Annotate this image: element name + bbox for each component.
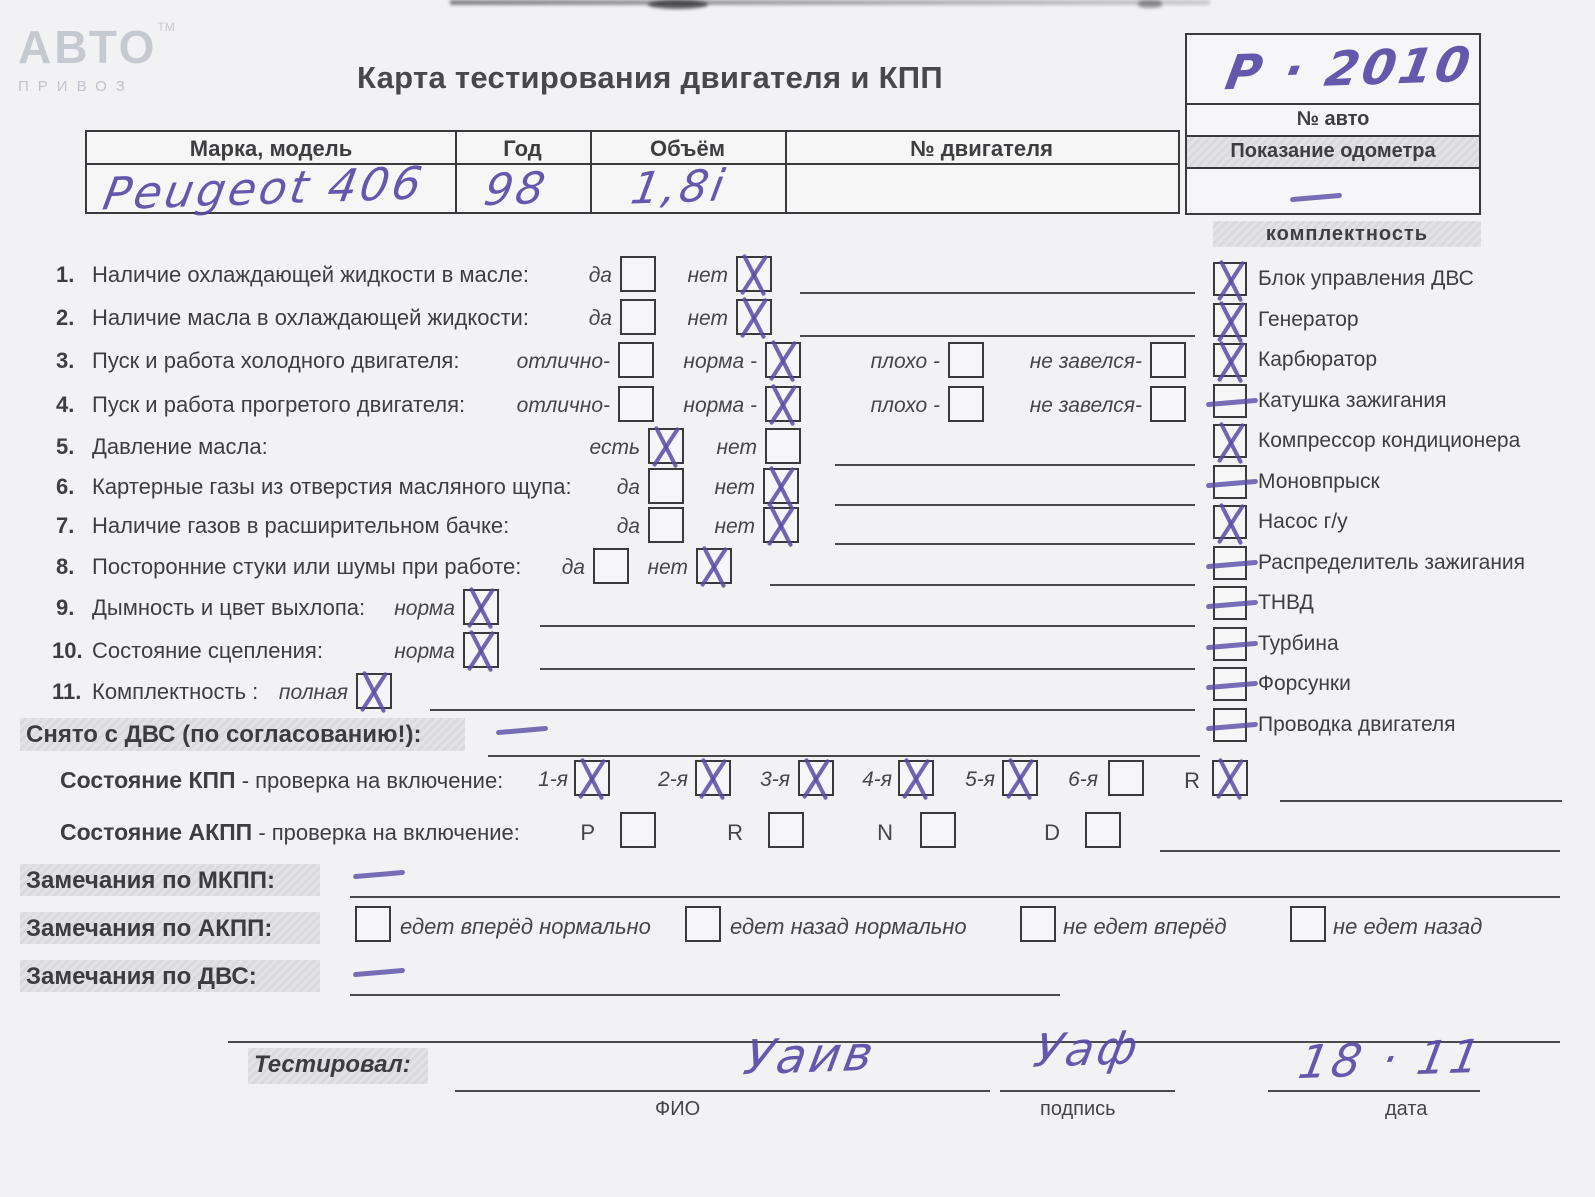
- volume-value: 1,8i: [627, 160, 732, 215]
- checkbox-equipment[interactable]: [1213, 384, 1247, 418]
- remarks-mkpp-label: Замечания по МКПП:: [26, 867, 276, 894]
- item-number: 10.: [52, 638, 83, 663]
- kpp-row: [0, 760, 1595, 804]
- option-label: нет: [714, 515, 755, 538]
- gear-label: R: [1184, 768, 1200, 793]
- gear-label: 6-я: [1068, 768, 1098, 791]
- item-number: 5.: [56, 434, 75, 459]
- option-label: нет: [687, 264, 728, 287]
- option-label: нет: [714, 476, 755, 499]
- logo-brand-text: АВТО: [18, 21, 158, 73]
- checkbox-no-forward[interactable]: [1020, 906, 1056, 942]
- fio-label: ФИО: [655, 1098, 701, 1120]
- scan-artifact: [1138, 0, 1162, 8]
- tested-by-bar: [248, 1048, 428, 1084]
- option-label: да: [616, 515, 640, 538]
- equipment-label: Форсунки: [1258, 672, 1351, 695]
- akpp-label: [60, 819, 520, 846]
- checkbox-gear-5[interactable]: [1002, 760, 1038, 796]
- odometer-header-label: Показание одометра: [1230, 140, 1436, 162]
- equipment-item: [0, 667, 1595, 703]
- remarks-dvs-bar: [20, 960, 320, 992]
- checkbox-equipment[interactable]: [1213, 262, 1247, 296]
- date-value: 18 · 11: [1294, 1028, 1488, 1090]
- akpp-pos-label: D: [1044, 820, 1060, 845]
- fio-line[interactable]: [455, 1090, 990, 1092]
- equipment-item: [0, 465, 1595, 501]
- item-label: Наличие газов в расширительном бачке:: [92, 513, 510, 538]
- scan-artifact: [648, 0, 708, 9]
- equipment-item: [0, 384, 1595, 420]
- equipment-item: [0, 627, 1595, 663]
- item-label: Состояние сцепления:: [92, 638, 323, 663]
- checkbox-no-backward[interactable]: [1290, 906, 1326, 942]
- col-header-volume: Объём: [650, 136, 725, 161]
- equipment-label: Моновпрыск: [1258, 470, 1380, 493]
- writein-line[interactable]: [488, 755, 1200, 757]
- checkbox-equipment[interactable]: [1213, 546, 1247, 580]
- odometer-header: [1187, 137, 1479, 167]
- equipment-label: Карбюратор: [1258, 348, 1378, 371]
- col-header-engine-no: № двигателя: [910, 136, 1053, 161]
- option-label: нет: [647, 556, 688, 579]
- checkbox-akpp-r[interactable]: [768, 812, 804, 848]
- logo-tm-mark: TM: [157, 20, 175, 34]
- remarks-dvs-label: Замечания по ДВС:: [26, 963, 257, 990]
- kpp-label-bold: Состояние КПП: [60, 767, 236, 793]
- option-label: норма -: [683, 350, 757, 373]
- year-value: 98: [480, 162, 552, 217]
- logo: [18, 20, 175, 95]
- checkbox-equipment[interactable]: [1213, 303, 1247, 337]
- checkbox-gear-1[interactable]: [574, 760, 610, 796]
- akpp-pos-label: N: [877, 820, 893, 845]
- writein-line[interactable]: [835, 543, 1195, 545]
- col-header-make-model: Марка, модель: [189, 136, 353, 161]
- checkbox-gear-4[interactable]: [898, 760, 934, 796]
- kpp-label-rest: - проверка на включение:: [235, 768, 504, 793]
- item-number: 11.: [52, 679, 82, 704]
- checkbox-equipment[interactable]: [1213, 505, 1247, 539]
- akpp-option-label: не едет вперёд: [1063, 914, 1227, 939]
- writein-line[interactable]: [1280, 800, 1562, 802]
- checkbox-akpp-d[interactable]: [1085, 812, 1121, 848]
- option-label: норма: [394, 640, 455, 663]
- checkbox-drives-backward[interactable]: [685, 906, 721, 942]
- date-label: дата: [1385, 1098, 1428, 1120]
- page-title: Карта тестирования двигателя и КПП: [357, 60, 943, 95]
- vehicle-table: [85, 130, 1180, 221]
- remarks-mkpp-bar: [20, 864, 320, 896]
- item-label: Дымность и цвет выхлопа:: [92, 595, 366, 620]
- akpp-pos-label: R: [727, 820, 743, 845]
- item-label: Посторонние стуки или шумы при работе:: [92, 554, 522, 579]
- mkpp-value-mark: [362, 858, 414, 894]
- equipment-label: Насос г/у: [1258, 510, 1348, 533]
- gear-label: 3-я: [760, 768, 790, 791]
- equipment-item: [0, 303, 1595, 339]
- gear-label: 4-я: [862, 768, 892, 791]
- akpp-option-label: едет вперёд нормально: [400, 914, 651, 939]
- equipment-header-label: комплектность: [1265, 223, 1429, 245]
- checkbox-akpp-n[interactable]: [920, 812, 956, 848]
- akpp-option-label: едет назад нормально: [730, 914, 967, 939]
- date-line[interactable]: [1268, 1090, 1480, 1092]
- akpp-option-label: не едет назад: [1333, 914, 1483, 939]
- checkbox-gear-3[interactable]: [798, 760, 834, 796]
- checkbox-equipment[interactable]: [1213, 667, 1247, 701]
- equipment-item: [0, 505, 1595, 541]
- equipment-item: [0, 546, 1595, 582]
- equipment-label: Проводка двигателя: [1258, 713, 1456, 736]
- checkbox-equipment[interactable]: [1213, 586, 1247, 620]
- option-label: не завелся-: [1029, 350, 1142, 373]
- option-label: есть: [589, 436, 640, 459]
- equipment-item: [0, 262, 1595, 298]
- item-number: 8.: [56, 554, 75, 579]
- item-number: 6.: [56, 474, 75, 499]
- equipment-item: [0, 586, 1595, 622]
- auto-number-label: № авто: [1296, 108, 1370, 130]
- akpp-pos-label: P: [580, 820, 595, 845]
- checkbox-equipment[interactable]: [1213, 424, 1247, 458]
- equipment-label: Распределитель зажигания: [1258, 551, 1526, 574]
- remarks-akpp-options: [0, 906, 1595, 950]
- option-label: отлично-: [516, 394, 610, 417]
- option-label: да: [561, 556, 585, 579]
- item-label: Пуск и работа холодного двигателя:: [92, 348, 460, 373]
- item-number: 1.: [56, 262, 75, 287]
- kpp-label: [60, 767, 503, 794]
- scan-artifact: [450, 0, 1210, 5]
- item-number: 7.: [56, 513, 75, 538]
- divider: [1187, 103, 1479, 105]
- option-label: не завелся-: [1029, 394, 1142, 417]
- col-header-year: Год: [503, 136, 542, 161]
- removed-from-engine-label: Снято с ДВС (по согласованию!):: [26, 721, 422, 748]
- option-label: плохо -: [870, 394, 940, 417]
- gear-label: 5-я: [965, 768, 995, 791]
- equipment-item: [0, 424, 1595, 460]
- checkbox-drives-forward[interactable]: [355, 906, 391, 942]
- option-label: да: [588, 307, 612, 330]
- item-number: 2.: [56, 305, 75, 330]
- gear-label: 2-я: [658, 768, 688, 791]
- option-label: нет: [716, 436, 757, 459]
- equipment-label: Компрессор кондиционера: [1258, 429, 1521, 452]
- item-label: Картерные газы из отверстия масляного щупа:: [92, 474, 572, 499]
- checkbox-gear-2[interactable]: [695, 760, 731, 796]
- equipment-label: Турбина: [1258, 632, 1339, 655]
- auto-number-box: [1185, 33, 1481, 215]
- item-number: 3.: [56, 348, 75, 373]
- divider: [1187, 167, 1479, 169]
- writein-line[interactable]: [350, 896, 1560, 898]
- option-label: да: [588, 264, 612, 287]
- akpp-label-rest: - проверка на включение:: [252, 820, 520, 845]
- item-label: Наличие масла в охлаждающей жидкости:: [92, 305, 529, 330]
- auto-number-value: Р · 2010: [1221, 36, 1478, 102]
- option-label: нет: [687, 307, 728, 330]
- writein-line[interactable]: [350, 994, 1060, 996]
- option-label: плохо -: [870, 350, 940, 373]
- checkbox-equipment[interactable]: [1213, 708, 1247, 742]
- item-label: Пуск и работа прогретого двигателя:: [92, 392, 466, 417]
- writein-line[interactable]: [1160, 850, 1560, 852]
- equipment-item: [0, 343, 1595, 379]
- item-number: 9.: [56, 595, 75, 620]
- equipment-label: Блок управления ДВС: [1258, 267, 1474, 290]
- checkbox-gear-6[interactable]: [1108, 760, 1144, 796]
- akpp-row: [0, 812, 1595, 856]
- checkbox-equipment[interactable]: [1213, 465, 1247, 499]
- odometer-value-mark: [1299, 181, 1351, 217]
- option-label: норма: [394, 597, 455, 620]
- item-number: 4.: [56, 392, 75, 417]
- equipment-label: Генератор: [1258, 308, 1359, 331]
- option-label: отлично-: [516, 350, 610, 373]
- option-label: да: [616, 476, 640, 499]
- equipment-header-bar: [1213, 221, 1481, 247]
- option-label: норма -: [683, 394, 757, 417]
- option-label: полная: [278, 681, 348, 704]
- checkbox-equipment[interactable]: [1213, 627, 1247, 661]
- signature-label: подпись: [1040, 1098, 1116, 1120]
- make-model-value: Peugeot 406: [99, 156, 429, 221]
- item-label: Давление масла:: [92, 434, 268, 459]
- equipment-label: Катушка зажигания: [1258, 389, 1447, 412]
- signature-value: Уаф: [1029, 1020, 1145, 1078]
- checkbox-gear-r[interactable]: [1212, 760, 1248, 796]
- gear-label: 1-я: [538, 768, 568, 791]
- logo-subtitle: ПРИВОЗ: [18, 78, 134, 95]
- checkbox-equipment[interactable]: [1213, 343, 1247, 377]
- item-label: Комплектность :: [92, 679, 259, 704]
- item-label: Наличие охлаждающей жидкости в масле:: [92, 262, 529, 287]
- remarks-akpp-label: Замечания по АКПП:: [26, 915, 273, 942]
- checkbox-akpp-p[interactable]: [620, 812, 656, 848]
- tester-name-value: Уаив: [739, 1025, 881, 1087]
- equipment-label: ТНВД: [1258, 591, 1314, 614]
- equipment-item: [0, 708, 1595, 744]
- akpp-label-bold: Состояние АКПП: [60, 819, 253, 845]
- tested-by-label: Тестировал:: [254, 1051, 411, 1078]
- signature-line[interactable]: [1000, 1090, 1175, 1092]
- dvs-value-mark: [362, 956, 414, 992]
